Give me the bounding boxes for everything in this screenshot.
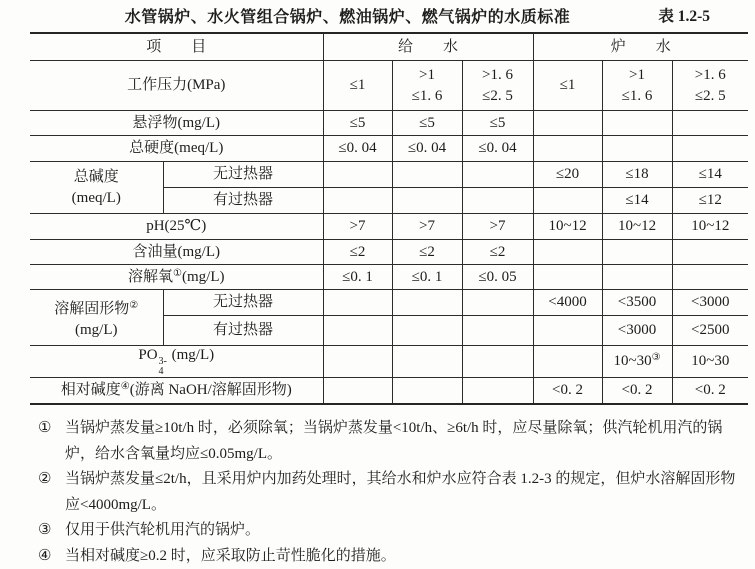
- table-cell: ≤12: [672, 188, 748, 214]
- row-label-dissolved-oxygen: [30, 265, 323, 290]
- table-cell: [323, 346, 392, 378]
- table-cell: [323, 162, 392, 188]
- formula-superscript: 3-: [159, 357, 167, 367]
- page-title: 水管锅炉、水火管组合锅炉、燃油锅炉、燃气锅炉的水质标准: [0, 4, 755, 27]
- footnote-2: [38, 467, 747, 518]
- table-cell: <3000: [672, 290, 748, 316]
- row-label-oil: 含油量(mg/L): [30, 240, 323, 265]
- table-cell: 10~12: [672, 214, 748, 240]
- table-row-phosphate: [30, 346, 748, 378]
- table-cell: ≤18: [602, 162, 672, 188]
- footnote-marker: ①: [38, 416, 65, 442]
- table-cell: [392, 316, 462, 346]
- table-cell: ≤5: [462, 111, 533, 136]
- table-row-dissolved-solids-no-superheater: [30, 290, 748, 316]
- table-cell: [602, 111, 672, 136]
- row-label-hardness: 总硬度(meq/L): [30, 136, 323, 162]
- cell-value: >1. 6: [465, 65, 531, 86]
- table-cell: <0. 2: [602, 378, 672, 405]
- table-cell: ≤20: [533, 162, 602, 188]
- table-cell: 10~12: [533, 214, 602, 240]
- cell-value: 相对碱度: [61, 382, 121, 398]
- phosphate-formula-script: [159, 357, 167, 377]
- cell-value: [32, 295, 161, 320]
- footnote-ref-1: ①: [173, 268, 182, 279]
- row-label-pressure: 工作压力(MPa): [30, 61, 323, 111]
- table-row-suspended-solids: [30, 111, 748, 136]
- table-cell: ≤2: [323, 240, 392, 265]
- table-cell: >7: [323, 214, 392, 240]
- table-number: 表 1.2-5: [658, 4, 710, 26]
- table-cell: 10~30: [672, 346, 748, 378]
- table-cell: [602, 61, 672, 111]
- cell-value: 溶解固形物: [54, 301, 129, 317]
- table-cell: ≤5: [392, 111, 462, 136]
- cell-value: 总碱度: [32, 167, 161, 188]
- header-boilerwater: 炉 水: [533, 33, 748, 61]
- footnote-1: [38, 416, 747, 467]
- table-cell: >7: [392, 214, 462, 240]
- row-label-phosphate: [30, 346, 323, 378]
- cell-value: ≤2. 5: [465, 86, 531, 107]
- table-cell: [672, 111, 748, 136]
- cell-value: (meq/L): [32, 188, 161, 209]
- table-cell: [533, 111, 602, 136]
- row-label-ph: pH(25℃): [30, 214, 323, 240]
- table-cell: ≤0. 05: [462, 265, 533, 290]
- table-cell: ≤2: [462, 240, 533, 265]
- table-cell: <2500: [672, 316, 748, 346]
- table-header-row: [30, 33, 748, 61]
- table-row-pressure: [30, 61, 748, 111]
- footnote-text: 仅用于供汽轮机用汽的锅炉。: [65, 522, 260, 538]
- table-cell: [392, 162, 462, 188]
- cell-value: ≤2. 5: [675, 86, 747, 107]
- cell-value: >1: [395, 65, 460, 86]
- cell-value: (游离 NaOH/溶解固形物): [130, 382, 292, 398]
- table-cell: [602, 265, 672, 290]
- footnote-text: 当相对碱度≥0.2 时，应采取防止苛性脆化的措施。: [65, 548, 396, 564]
- table-cell: [672, 265, 748, 290]
- row-sublabel-superheater: 有过热器: [163, 188, 323, 214]
- table-cell: <3000: [602, 316, 672, 346]
- table-cell: [672, 61, 748, 111]
- table-cell: [323, 290, 392, 316]
- cell-value: 溶解氧: [128, 269, 173, 285]
- footnotes-section: [38, 416, 747, 569]
- table-cell: ≤14: [672, 162, 748, 188]
- footnote-marker: ③: [38, 518, 65, 544]
- table-cell: [462, 316, 533, 346]
- table-cell: ≤0. 1: [323, 265, 392, 290]
- table-cell: [462, 162, 533, 188]
- cell-value: (mg/L): [32, 320, 161, 341]
- table-cell: 10~12: [602, 214, 672, 240]
- cell-value: (mg/L): [168, 347, 214, 363]
- table-row-alkalinity-no-superheater: [30, 162, 748, 188]
- table-cell: <0. 2: [672, 378, 748, 405]
- table-row-hardness: [30, 136, 748, 162]
- row-label-suspended: 悬浮物(mg/L): [30, 111, 323, 136]
- table-cell: [323, 378, 392, 405]
- table-cell: [462, 188, 533, 214]
- table-cell: [672, 136, 748, 162]
- footnote-text: 当锅炉蒸发量≤2t/h，且采用炉内加药处理时，其给水和炉水应符合表 1.2-3 的规定，但炉水溶解固形物应<4000mg/L。: [65, 471, 735, 513]
- cell-value: (mg/L): [182, 269, 225, 285]
- footnote-text: 当锅炉蒸发量≥10t/h 时，必须除氧；当锅炉蒸发量<10t/h、≥6t/h 时，应尽量除氧；供汽轮机用汽的锅炉，给水含氧量均应≤0.05mg/L。: [65, 420, 722, 462]
- cell-value: 10~30: [613, 353, 651, 369]
- table-row-relative-alkalinity: [30, 378, 748, 405]
- table-cell: [533, 188, 602, 214]
- row-label-relative-alkalinity: [30, 378, 323, 405]
- table-cell: [533, 346, 602, 378]
- cell-value: PO: [138, 347, 157, 363]
- cell-value: ≤1. 6: [605, 86, 670, 107]
- table-cell: ≤0. 04: [323, 136, 392, 162]
- footnote-marker: ④: [38, 544, 65, 569]
- table-cell: [533, 265, 602, 290]
- table-cell: ≤0. 04: [392, 136, 462, 162]
- table-cell: [323, 188, 392, 214]
- title-row: [0, 0, 755, 32]
- table-cell: [462, 290, 533, 316]
- water-quality-table: [30, 32, 748, 405]
- table-cell: [533, 136, 602, 162]
- table-cell: ≤14: [602, 188, 672, 214]
- table-row-oil-content: [30, 240, 748, 265]
- row-sublabel-superheater: 有过热器: [163, 316, 323, 346]
- table-cell: ≤5: [323, 111, 392, 136]
- footnote-marker: ②: [38, 467, 65, 493]
- table-cell: [392, 290, 462, 316]
- table-cell: [392, 378, 462, 405]
- cell-value: >1: [605, 65, 670, 86]
- table-cell: ≤0. 1: [392, 265, 462, 290]
- footnote-4: [38, 544, 747, 569]
- row-label-dissolved-solids: [30, 290, 163, 346]
- table-cell: [602, 240, 672, 265]
- cell-value: ≤1. 6: [395, 86, 460, 107]
- table-cell: [602, 136, 672, 162]
- row-label-alkalinity: [30, 162, 163, 214]
- table-cell: [323, 316, 392, 346]
- header-item: 项 目: [30, 33, 323, 61]
- table-cell: [533, 61, 602, 111]
- cell-value: ≤1: [536, 75, 600, 96]
- table-row-dissolved-oxygen: [30, 265, 748, 290]
- table-cell: [392, 346, 462, 378]
- footnote-ref-2: ②: [129, 300, 138, 311]
- formula-subscript: 4: [159, 367, 167, 377]
- cell-value: ≤1: [326, 75, 390, 96]
- table-cell: [533, 316, 602, 346]
- table-cell: ≤0. 04: [462, 136, 533, 162]
- table-cell: [533, 240, 602, 265]
- table-cell: [392, 61, 462, 111]
- table-cell: <3500: [602, 290, 672, 316]
- footnote-ref-4: ④: [121, 381, 130, 392]
- footnote-3: [38, 518, 747, 544]
- table-cell: <0. 2: [533, 378, 602, 405]
- table-cell: [672, 240, 748, 265]
- table-cell: <4000: [533, 290, 602, 316]
- table-cell: [392, 188, 462, 214]
- table-cell: >7: [462, 214, 533, 240]
- row-sublabel-no-superheater: 无过热器: [163, 162, 323, 188]
- table-cell: [462, 61, 533, 111]
- cell-value: >1. 6: [675, 65, 747, 86]
- table-cell: [602, 346, 672, 378]
- table-row-ph: [30, 214, 748, 240]
- table-cell: ≤2: [392, 240, 462, 265]
- table-cell: [462, 378, 533, 405]
- footnote-ref-3: ③: [652, 352, 661, 363]
- table-cell: [323, 61, 392, 111]
- header-feedwater: 给 水: [323, 33, 533, 61]
- table-cell: [462, 346, 533, 378]
- row-sublabel-no-superheater: 无过热器: [163, 290, 323, 316]
